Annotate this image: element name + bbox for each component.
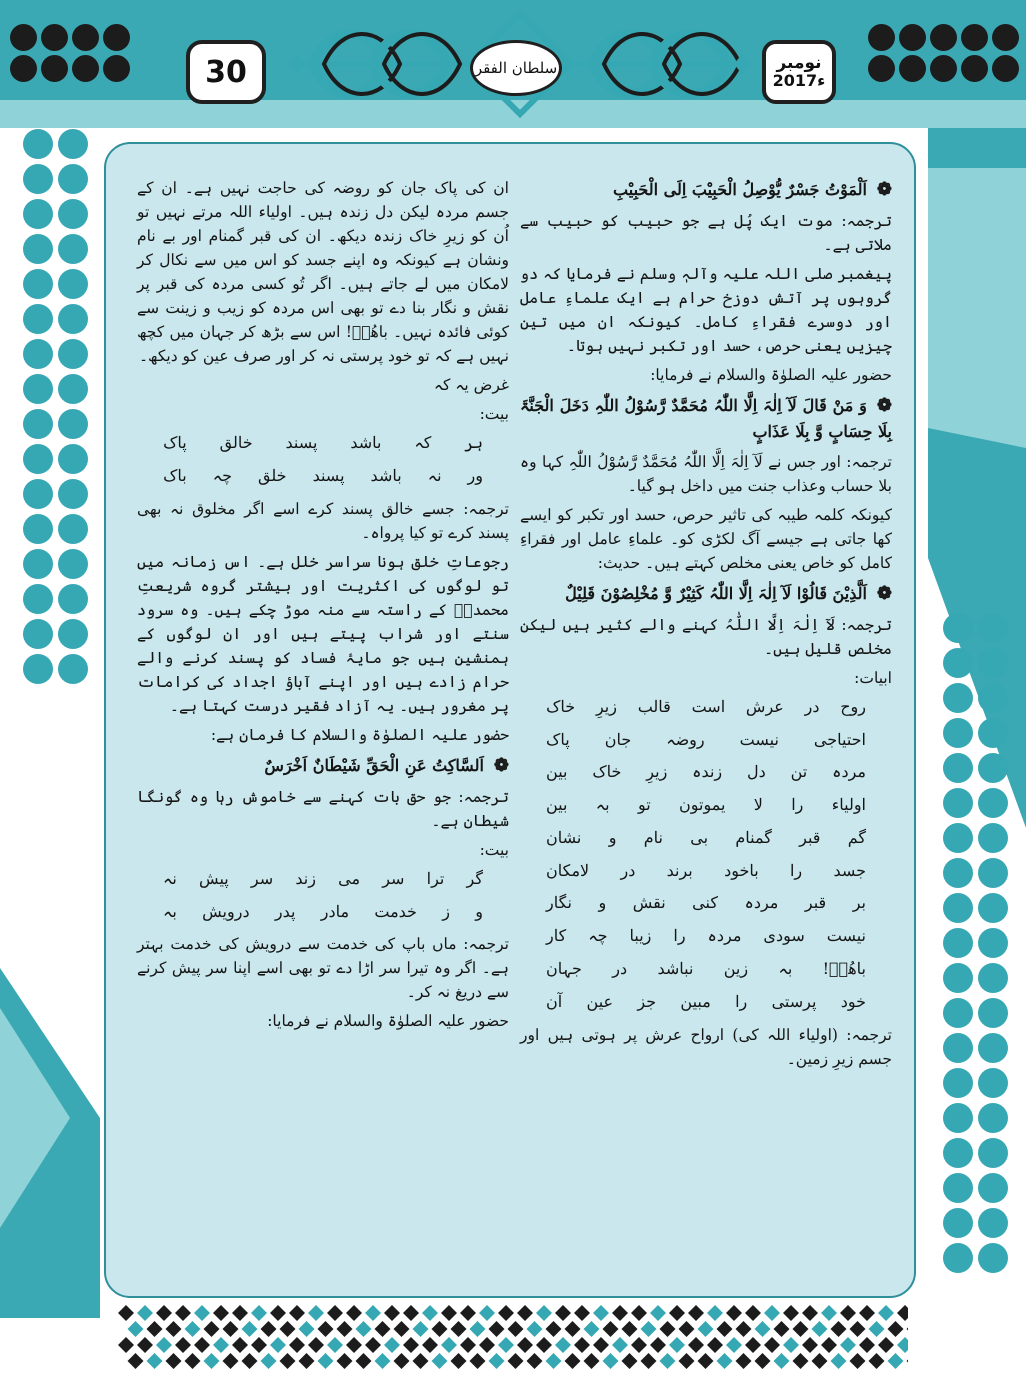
paragraph-text: اَلَّذِیْنَ قَالُوْا لَآ اِلٰہَ اِلَّا اللّٰہُ کَثِیْرٌ وَّ مُخْلِصُوْنَ قَلِیْلٌ: [565, 583, 867, 603]
right-verse-line: [520, 760, 892, 785]
verse-word: قبر: [804, 893, 827, 913]
verse-word: گمنام: [735, 827, 772, 847]
right-paragraph: [520, 613, 892, 661]
paragraph-text: ترجمہ: لَآ اِلٰہَ اِلَّا اللّٰہُ کہنے والے کثیر ہیں لیکن مخلص قلیل ہیں۔: [520, 615, 892, 658]
verse-word: روضہ: [666, 729, 705, 749]
paragraph-text: بیت:: [479, 405, 509, 424]
flower-bullet-icon: ❁: [493, 754, 509, 776]
right-paragraph: [520, 666, 892, 690]
paragraph-text: کیونکہ کلمہ طیبہ کی تاثیر حرص، حسد اور تکبر کو ایسے کھا جاتی ہے جیسے آگ لکڑی کو۔ علماءِ عامل اور فقراءِ کامل کو خاص یعنی مخلص کہتے ہیں۔ حدیث:: [520, 505, 892, 572]
verse-word: سر: [250, 868, 274, 888]
verse-word: درویش: [202, 901, 250, 921]
verse-word: باک: [163, 465, 187, 485]
left-verse-line: [137, 900, 509, 925]
verse-word: پاک: [546, 729, 570, 749]
verse-word: است: [691, 696, 726, 716]
verse-word: لا: [753, 795, 763, 815]
verse-word: را: [735, 991, 748, 1011]
verse-word: خالق: [219, 433, 253, 453]
verse-word: پدر: [274, 901, 296, 921]
verse-word: آن: [546, 991, 563, 1011]
paragraph-text: ترجمہ: ماں باپ کی خدمت سے درویش کی خدمت بہتر ہے۔ اگر وہ تیرا سر اڑا دے تو بھی اسے اپنا سر پیش کرنے سے دریغ نہ کر۔: [137, 935, 509, 1002]
paragraph-text: ترجمہ: اور جس نے لَآ اِلٰہَ اِلَّا اللّٰہُ مُحَمَّدٌ رَّسُوْلُ اللّٰہِ کہا وہ بلا حساب وعذاب جنت میں داخل ہو گیا۔: [520, 452, 892, 495]
paragraph-text: ترجمہ: موت ایک پُل ہے جو حبیب کو حبیب سے ملاتی ہے۔: [520, 211, 892, 254]
page-number-box: [186, 40, 266, 104]
verse-word: نہ: [427, 465, 442, 485]
right-arabic-quote: [520, 392, 892, 445]
verse-word: عین: [586, 991, 614, 1011]
left-verse-line: [137, 867, 509, 892]
verse-word: احتیاجی: [813, 729, 866, 749]
verse-word: جسد: [833, 860, 866, 880]
verse-word: و: [598, 893, 607, 913]
verse-word: باشد: [370, 465, 402, 485]
verse-word: در: [612, 959, 628, 979]
verse-word: در: [804, 696, 820, 716]
verse-word: جہان: [546, 959, 582, 979]
left-paragraph: [137, 402, 509, 426]
verse-word: سودی: [763, 926, 805, 946]
paragraph-text: اَلسَّاکِتُ عَنِ الْحَقِّ شَیْطَانٌ اَخْرَسٌ: [264, 755, 484, 775]
verse-word: جان: [604, 729, 632, 749]
paragraph-text: حضور علیہ الصلوٰۃ والسلام نے فرمایا:: [267, 1012, 509, 1031]
verse-word: زیرِ: [646, 762, 668, 782]
verse-word: باشد: [350, 433, 382, 453]
right-verse-line: [520, 728, 892, 753]
right-verse-line: [520, 990, 892, 1015]
verse-word: باھُوؒ!: [822, 959, 866, 979]
paragraph-text: رجوعاتِ خلق ہونا سراسر خلل ہے۔ اس زمانہ میں تو لوگوں کی اکثریت اور بیشتر گروہ شریعتِ محمدیؐ کے راستہ سے منہ موڑ چکے ہیں۔ وہ سرود سنتے اور شراب پیتے ہیں اور ان لوگوں کے ہمنشین ہیں جو مایۂ فساد کو پسند کرنے والے حرام زادے ہیں اور اپنے آباؤ اجداد کی کرامات پر مغرور ہیں۔ یہ آزاد فقیر درست کہتا ہے۔: [137, 552, 509, 715]
verse-word: مردہ: [744, 893, 779, 913]
left-paragraph: [137, 838, 509, 862]
verse-word: مبین: [680, 991, 711, 1011]
verse-word: ز: [442, 901, 450, 921]
verse-word: پاک: [163, 433, 187, 453]
paragraph-text: غرض یہ کہ: [433, 376, 509, 395]
verse-word: نیست: [739, 729, 779, 749]
paragraph-text: ترجمہ: جو حق بات کہنے سے خاموش رہا وہ گونگا شیطان ہے۔: [137, 787, 509, 830]
verse-word: مردہ: [707, 926, 742, 946]
verse-word: بہ: [163, 901, 177, 921]
paragraph-text: بیت:: [479, 840, 509, 859]
left-verse-line: [137, 464, 509, 489]
verse-word: و: [475, 901, 483, 921]
verse-word: بین: [546, 795, 568, 815]
right-paragraph: [520, 363, 892, 387]
verse-word: سر: [382, 868, 405, 888]
verse-word: بہ: [595, 795, 610, 815]
verse-word: نقش: [632, 893, 666, 913]
footer-diamond-pattern: [118, 1305, 908, 1371]
left-paragraph: [137, 497, 509, 545]
issue-date-box: [762, 40, 836, 104]
left-paragraph: [137, 550, 509, 718]
verse-word: می: [338, 868, 361, 888]
flower-bullet-icon: ❁: [876, 582, 892, 604]
verse-word: چہ: [588, 926, 608, 946]
verse-word: را: [673, 926, 686, 946]
verse-word: نگار: [546, 893, 572, 913]
verse-word: زیبا: [629, 926, 652, 946]
right-verse-line: [520, 957, 892, 982]
verse-word: جز: [637, 991, 657, 1011]
left-paragraph: [137, 176, 509, 368]
left-arabic-quote: [137, 752, 509, 780]
verse-word: تن: [790, 762, 808, 782]
right-column: [520, 176, 892, 1076]
right-verse-line: [520, 859, 892, 884]
right-paragraph: [520, 262, 892, 358]
right-paragraph: [520, 503, 892, 575]
verse-word: پیش: [199, 868, 229, 888]
right-verse-line: [520, 891, 892, 916]
verse-word: کہ: [414, 433, 432, 453]
right-paragraph: [520, 1023, 892, 1071]
verse-word: ور: [467, 465, 483, 485]
paragraph-text: اَلْمَوْتُ جَسْرٌ یُّوْصِلُ الْحَبِیْبَ اِلَی الْحَبِیْبِ: [613, 180, 867, 199]
verse-word: مادر: [320, 901, 350, 921]
verse-word: عرش: [745, 696, 784, 716]
verse-word: لامکان: [546, 860, 590, 880]
verse-word: زند: [295, 868, 316, 888]
verse-word: نباشد: [657, 959, 694, 979]
verse-word: روح: [840, 696, 866, 716]
verse-word: برند: [666, 860, 693, 880]
right-paragraph: [520, 209, 892, 257]
verse-word: بی: [690, 827, 709, 847]
emblem-text: سلطان الفقر: [474, 59, 558, 77]
left-paragraph: [137, 785, 509, 833]
verse-word: گم: [847, 827, 866, 847]
verse-word: قبر: [799, 827, 821, 847]
verse-word: خود: [840, 991, 866, 1011]
verse-word: نیست: [826, 926, 866, 946]
paragraph-text: ان کی پاک جان کو روضہ کی حاجت نہیں ہے۔ ان کے جسم مردہ لیکن دل زندہ ہیں۔ اولیاء اللہ مرتے نہیں تو اُن کو زیرِ خاک زندہ دیکھ۔ ان کی قبر گمنام اور بے نام ونشان ہے کیونکہ وہ اپنے جسد کو اس میں سے نکال کر لامکان میں لے جاتے ہیں۔ اگر تُو کسی مردہ کی قبر پر نقش و نگار بنا دے تو بھی اس مردہ کو زیب و زینت سے کوئی فائدہ نہیں۔ باھُوؒ! اس سے بڑھ کر جہان میں کچھ نہیں ہے کہ تو خود پرستی نہ کر اور صرف عین کو دیکھ۔: [137, 179, 509, 366]
right-side-decoration: [928, 128, 1026, 1318]
verse-word: اولیاء: [831, 795, 866, 815]
paragraph-text: حضور علیہ الصلوٰۃ والسلام نے فرمایا:: [650, 365, 892, 384]
right-verse-line: [520, 695, 892, 720]
verse-word: کنی: [692, 893, 718, 913]
left-column: [137, 176, 509, 1039]
verse-word: ترا: [426, 868, 445, 888]
verse-word: خاک: [546, 696, 576, 716]
flower-bullet-icon: ❁: [876, 395, 892, 416]
left-verse-line: [137, 431, 509, 456]
paragraph-text: ابیات:: [854, 668, 892, 687]
left-side-decoration: [0, 128, 100, 1318]
verse-word: را: [791, 795, 804, 815]
right-arabic-quote: [520, 580, 892, 608]
verse-word: بین: [546, 762, 568, 782]
verse-word: خدمت: [374, 901, 417, 921]
verse-word: خاک: [592, 762, 622, 782]
header-dots-right: [868, 24, 1019, 82]
verse-word: کار: [546, 926, 567, 946]
verse-word: زین: [723, 959, 749, 979]
verse-word: پرستی: [771, 991, 817, 1011]
verse-word: خلق: [258, 465, 287, 485]
verse-word: چہ: [212, 465, 233, 485]
header-dots-left: [10, 24, 130, 82]
verse-word: قالب: [637, 696, 671, 716]
page-number: 30: [205, 54, 247, 90]
right-verse-line: [520, 826, 892, 851]
verse-word: نشان: [546, 827, 582, 847]
paragraph-text: حضور علیہ الصلوٰۃ والسلام کا فرمان ہے:: [210, 725, 509, 744]
left-paragraph: [137, 373, 509, 397]
verse-word: گر: [466, 868, 483, 888]
verse-word: باخود: [724, 860, 759, 880]
paragraph-text: وَ مَنْ قَالَ لَآ اِلٰہَ اِلَّا اللّٰہُ مُحَمَّدٌ رَّسُوْلُ اللّٰہِ دَخَلَ الْجَنَّۃَ بِلَا حِسَابٍ وَّ بِلَا عَذَابٍ: [520, 396, 892, 441]
right-arabic-quote: [520, 176, 892, 204]
flower-bullet-icon: ❁: [876, 179, 892, 200]
verse-word: بر: [852, 893, 866, 913]
verse-word: بہ: [778, 959, 793, 979]
right-verse-line: [520, 793, 892, 818]
verse-word: یموتون: [679, 795, 726, 815]
left-paragraph: [137, 1009, 509, 1033]
paragraph-text: پیغمبر صلی اللہ علیہ وآلہٖ وسلم نے فرمایا کہ دو گروہوں پر آتش دوزخ حرام ہے ایک علماءِ عامل اور دوسرے فقراءِ کامل۔ کیونکہ ان میں تین چیزیں یعنی حرص، حسد اور تکبر نہیں ہوتا۔: [520, 264, 892, 355]
verse-word: در: [620, 860, 636, 880]
verse-word: پسند: [285, 433, 318, 453]
left-paragraph: [137, 723, 509, 747]
verse-word: و: [608, 827, 617, 847]
verse-word: پسند: [312, 465, 345, 485]
verse-word: مردہ: [832, 762, 866, 782]
paragraph-text: ترجمہ: جسے خالق پسند کرے اسے اگر مخلوق نہ بھی پسند کرے تو کیا پرواہ۔: [137, 499, 509, 542]
verse-word: زندہ: [692, 762, 723, 782]
verse-word: را: [789, 860, 803, 880]
verse-word: نام: [643, 827, 663, 847]
issue-year: 2017ء: [772, 70, 826, 90]
right-verse-line: [520, 924, 892, 949]
verse-word: نہ: [163, 868, 177, 888]
paragraph-text: ترجمہ: (اولیاء اللہ کی) ارواح عرش پر ہوتی ہیں اور جسم زیرِ زمین۔: [520, 1025, 892, 1068]
left-paragraph: [137, 932, 509, 1004]
issue-month: نومبر: [776, 52, 822, 73]
verse-word: زیرِ: [595, 696, 617, 716]
verse-word: ہر: [464, 433, 483, 453]
right-paragraph: [520, 450, 892, 498]
magazine-emblem: [470, 40, 562, 96]
verse-word: دل: [746, 762, 766, 782]
verse-word: تو: [637, 795, 651, 815]
